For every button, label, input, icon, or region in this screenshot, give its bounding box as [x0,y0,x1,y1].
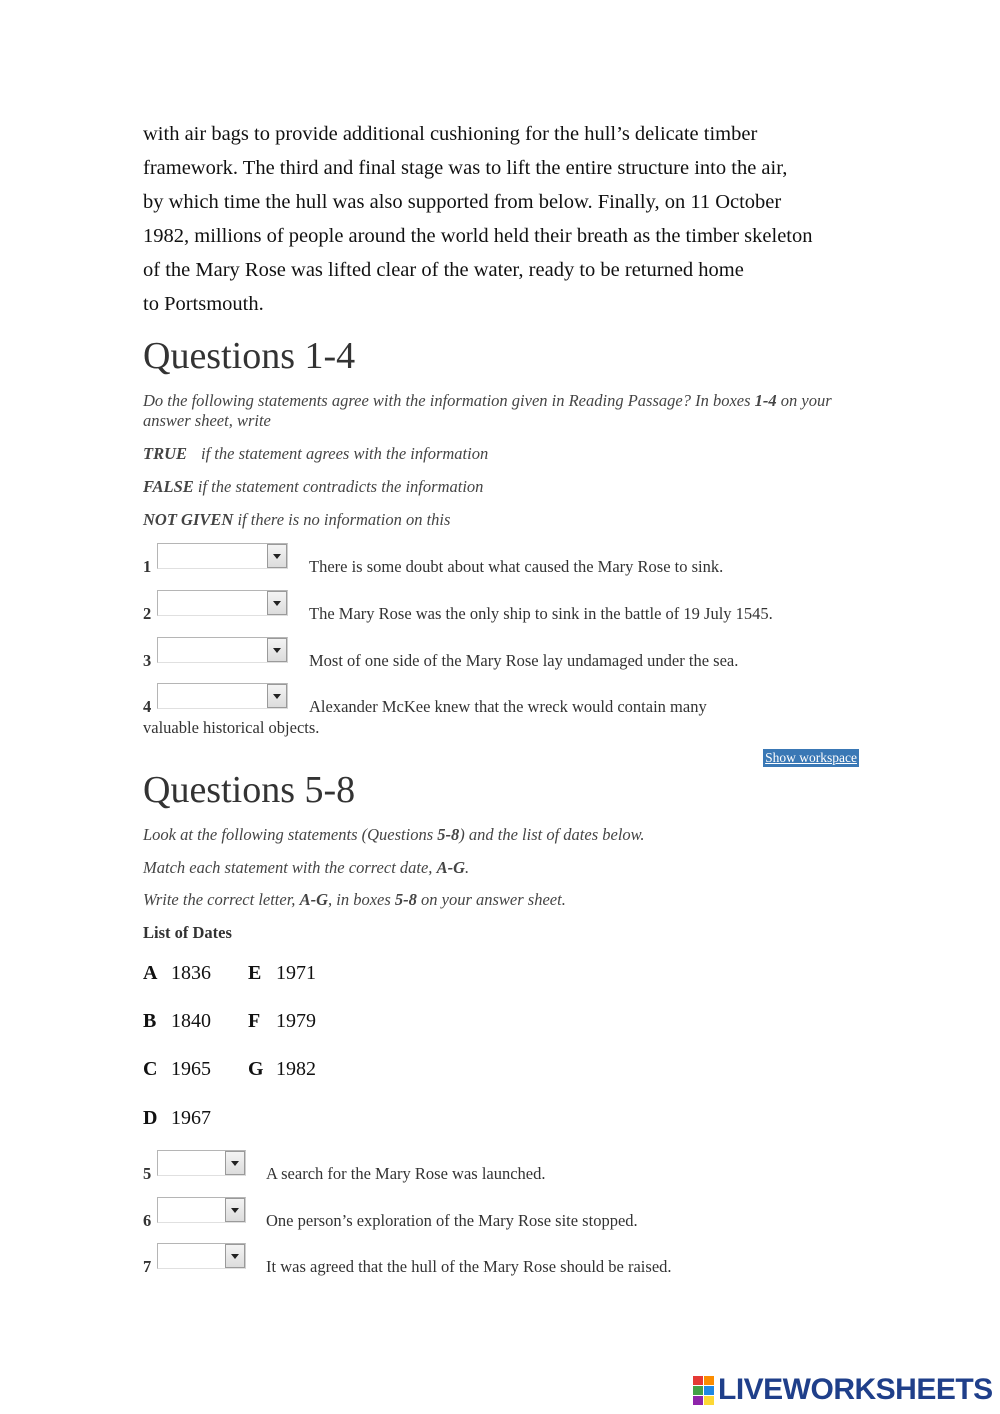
question-text: Most of one side of the Mary Rose lay undamaged under the sea. [309,651,739,670]
answer-dropdown[interactable] [157,637,288,663]
passage-line: framework. The third and final stage was to lift the entire structure into the air, [143,157,788,179]
question-text: Alexander McKee knew that the wreck would contain many [309,697,707,716]
question-number: 2 [143,604,152,623]
logo-square [693,1386,703,1395]
question-number: 3 [143,651,152,670]
logo-square [693,1396,703,1405]
chevron-down-icon[interactable] [267,591,287,615]
date-option-e: E 1971 [248,962,316,984]
answer-dropdown[interactable] [157,543,288,569]
question-text: It was agreed that the hull of the Mary Rose should be raised. [266,1257,672,1276]
question-row [143,683,859,739]
key-false: FALSE if the statement contradicts the information [143,477,484,496]
question-row [143,637,859,669]
reading-passage [143,117,863,321]
answer-dropdown[interactable] [157,590,288,616]
answer-dropdown[interactable] [157,1243,246,1269]
passage-line: of the Mary Rose was lifted clear of the water, ready to be returned home [143,259,744,281]
logo-square [693,1376,703,1385]
question-number: 4 [143,697,152,716]
question-row [143,1197,859,1229]
date-option-b: B 1840 [143,1010,211,1032]
list-of-dates-title: List of Dates [143,923,232,942]
date-option-c: C 1965 [143,1058,211,1080]
logo-text: LIVEWORKSHEETS [718,1373,993,1406]
passage-line: 1982, millions of people around the world held their breath as the timber skeleton [143,225,813,247]
question-text: One person’s exploration of the Mary Rose site stopped. [266,1211,638,1230]
question-text-continued: valuable historical objects. [143,718,320,737]
question-row [143,1150,859,1182]
question-number: 1 [143,557,152,576]
chevron-down-icon[interactable] [267,544,287,568]
section2-instruction-3: Write the correct letter, A-G, in boxes 5-8 on your answer sheet. [143,890,566,909]
answer-dropdown[interactable] [157,683,288,709]
answer-dropdown[interactable] [157,1150,246,1176]
section2-instruction-1: Look at the following statements (Questions 5-8) and the list of dates below. [143,825,645,844]
question-text: A search for the Mary Rose was launched. [266,1164,546,1183]
logo-square [704,1396,714,1405]
date-option-g: G 1982 [248,1058,316,1080]
chevron-down-icon[interactable] [225,1151,245,1175]
chevron-down-icon[interactable] [267,638,287,662]
logo-square [704,1386,714,1395]
key-true: TRUE if the statement agrees with the information [143,444,489,463]
section2-instruction-2: Match each statement with the correct date, A-G. [143,858,470,877]
date-option-f: F 1979 [248,1010,316,1032]
date-option-d: D 1967 [143,1107,211,1129]
question-number: 6 [143,1211,152,1230]
section1-instruction: Do the following statements agree with the information given in Reading Passage? In boxes 1-4 on your answer sheet, write [143,391,832,430]
question-number: 5 [143,1164,152,1183]
section2-heading: Questions 5-8 [143,769,356,811]
chevron-down-icon[interactable] [225,1198,245,1222]
question-row [143,543,859,575]
question-text: The Mary Rose was the only ship to sink in the battle of 19 July 1545. [309,604,773,623]
liveworksheets-logo [693,1375,993,1405]
key-not-given: NOT GIVEN if there is no information on this [143,510,451,529]
chevron-down-icon[interactable] [267,684,287,708]
question-text: There is some doubt about what caused the Mary Rose to sink. [309,557,724,576]
question-row [143,590,859,622]
liveworksheets-logo-icon [693,1376,714,1405]
passage-line: by which time the hull was also supported from below. Finally, on 11 October [143,191,782,213]
passage-line: with air bags to provide additional cushioning for the hull’s delicate timber [143,123,758,145]
question-number: 7 [143,1257,152,1276]
question-row [143,1243,859,1275]
section1-heading: Questions 1-4 [143,335,356,377]
passage-line: to Portsmouth. [143,293,264,315]
date-option-a: A 1836 [143,962,211,984]
chevron-down-icon[interactable] [225,1244,245,1268]
show-workspace-button[interactable]: Show workspace [765,750,857,765]
answer-dropdown[interactable] [157,1197,246,1223]
logo-square [704,1376,714,1385]
